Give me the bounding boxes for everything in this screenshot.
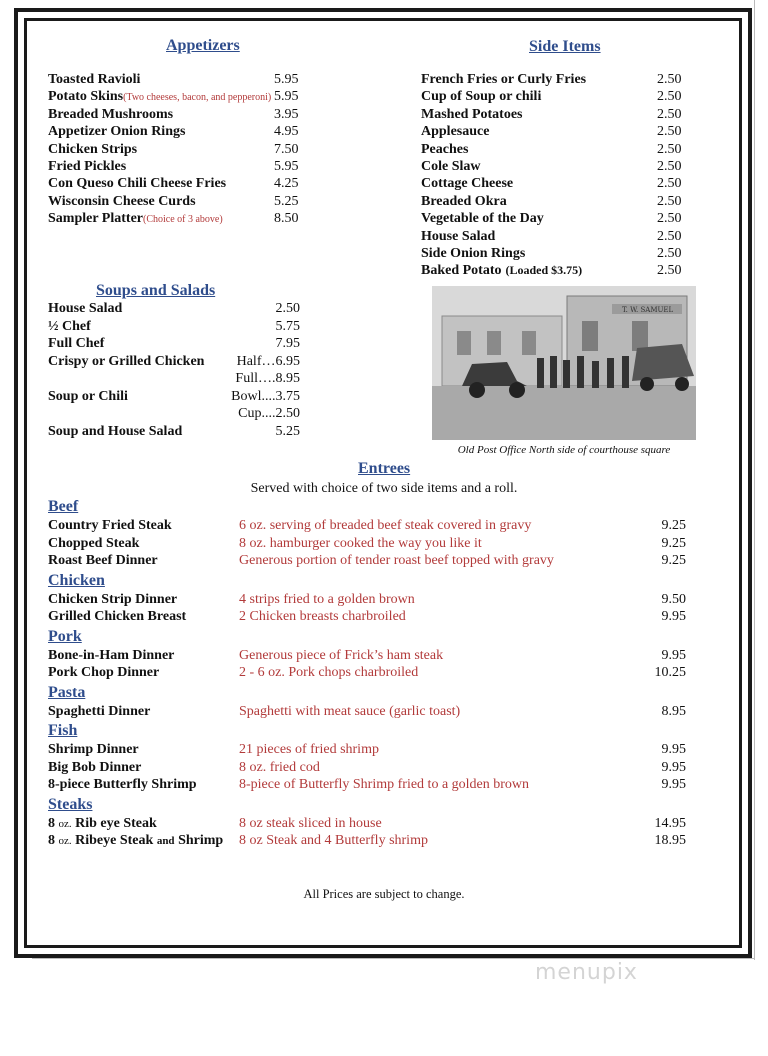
menu-item-name bbox=[48, 88, 271, 106]
side-item-label: Applesauce bbox=[421, 124, 490, 140]
side-item-note: (Loaded $3.75) bbox=[505, 263, 583, 278]
entree-description: 21 pieces of fried shrimp bbox=[239, 742, 379, 757]
menu-item-label: Breaded Mushrooms bbox=[48, 106, 174, 122]
menu-item-note: (Choice of 3 above) bbox=[143, 214, 223, 226]
entree-name bbox=[48, 776, 197, 793]
entree-name bbox=[48, 591, 177, 608]
side-item-label: Mashed Potatoes bbox=[421, 106, 523, 122]
side-item-price: 2.50 bbox=[657, 246, 682, 261]
entree-description: 2 - 6 oz. Pork chops charbroiled bbox=[239, 665, 419, 680]
side-item-name bbox=[421, 193, 507, 210]
side-item-name bbox=[421, 210, 544, 227]
soup-salad-price: 5.75 bbox=[275, 318, 300, 334]
entree-price: 9.95 bbox=[661, 647, 686, 663]
entree-name bbox=[48, 552, 158, 569]
entree-name-connector: and bbox=[156, 835, 175, 847]
price-disclaimer: All Prices are subject to change. bbox=[303, 887, 465, 901]
historic-photo bbox=[432, 286, 696, 440]
menu-item-name bbox=[48, 193, 196, 210]
entree-price: 10.25 bbox=[654, 665, 686, 680]
entree-category-heading: Pasta bbox=[48, 683, 86, 701]
side-item-price: 2.50 bbox=[657, 176, 682, 192]
scan-edge-right bbox=[754, 0, 755, 960]
entree-price: 8.95 bbox=[661, 703, 686, 719]
menu-item-price: 5.25 bbox=[274, 193, 299, 209]
entree-name-label: Grilled Chicken Breast bbox=[48, 609, 187, 624]
entree-name-label: 8-piece Butterfly Shrimp bbox=[48, 777, 197, 792]
historic-photo-drawing bbox=[432, 286, 696, 440]
menu-item-label: Toasted Ravioli bbox=[48, 72, 141, 87]
entree-price: 9.95 bbox=[661, 742, 686, 757]
menu-item-label: Wisconsin Cheese Curds bbox=[48, 193, 196, 209]
entree-price: 9.25 bbox=[661, 535, 686, 551]
side-item-name bbox=[421, 228, 495, 245]
side-item-label: Cottage Cheese bbox=[421, 176, 514, 192]
entree-category-heading: Chicken bbox=[48, 571, 105, 589]
soup-salad-price: Bowl....3.75 bbox=[231, 388, 300, 404]
soup-salad-name: ½ Chef bbox=[48, 318, 91, 334]
menu-item-name bbox=[48, 106, 173, 123]
menu-item-price: 8.50 bbox=[274, 211, 299, 227]
entree-name bbox=[48, 535, 139, 552]
entree-price: 9.25 bbox=[661, 553, 686, 568]
side-item-name bbox=[421, 245, 525, 262]
soup-salad-name: Crispy or Grilled Chicken bbox=[48, 353, 205, 369]
entree-name-label: Bone-in-Ham Dinner bbox=[48, 647, 175, 663]
entree-description: Generous piece of Frick’s ham steak bbox=[239, 647, 444, 663]
entree-name-label: Ribeye Steak bbox=[75, 833, 154, 848]
entree-name bbox=[48, 517, 172, 534]
side-item-name bbox=[421, 88, 541, 105]
soup-salad-name: Full Chef bbox=[48, 336, 105, 351]
menu-item-name bbox=[48, 158, 126, 175]
entree-name-label: Pork Chop Dinner bbox=[48, 665, 160, 680]
entree-description: Generous portion of tender roast beef topped with gravy bbox=[239, 553, 554, 568]
menu-item-label: Sampler Platter bbox=[48, 211, 143, 227]
menu-item-price: 3.95 bbox=[274, 106, 299, 122]
side-item-label: Cup of Soup or chili bbox=[421, 89, 542, 105]
side-item-label: Side Onion Rings bbox=[421, 246, 526, 261]
entree-price: 9.25 bbox=[661, 518, 686, 533]
menu-item-price: 7.50 bbox=[274, 141, 299, 157]
entree-description: 4 strips fried to a golden brown bbox=[239, 591, 415, 607]
side-item-name bbox=[421, 123, 489, 140]
soup-salad-name: Soup or Chili bbox=[48, 388, 128, 404]
soup-salad-price: Cup....2.50 bbox=[238, 406, 300, 421]
entree-category-heading: Fish bbox=[48, 722, 78, 739]
side-item-name bbox=[421, 106, 523, 123]
entree-name bbox=[48, 608, 186, 625]
entree-description: 6 oz. serving of breaded beef steak covered in gravy bbox=[239, 518, 532, 533]
entree-name-prefix: 8 bbox=[48, 833, 55, 848]
side-item-label: Breaded Okra bbox=[421, 193, 507, 209]
entree-description: 8-piece of Butterfly Shrimp fried to a golden brown bbox=[239, 777, 530, 792]
side-item-label: French Fries or Curly Fries bbox=[421, 72, 587, 87]
entree-description: Spaghetti with meat sauce (garlic toast) bbox=[239, 703, 461, 719]
soup-salad-name: Soup and House Salad bbox=[48, 423, 183, 439]
side-item-name bbox=[421, 71, 586, 88]
entree-name-label: Chopped Steak bbox=[48, 535, 140, 551]
menu-item-label: Con Queso Chili Cheese Fries bbox=[48, 176, 227, 192]
side-item-label: Vegetable of the Day bbox=[421, 211, 544, 227]
entree-name-label: Shrimp Dinner bbox=[48, 742, 139, 757]
menu-item-name bbox=[48, 175, 226, 192]
entree-name-label: Country Fried Steak bbox=[48, 518, 172, 533]
entree-price: 9.95 bbox=[661, 759, 686, 775]
side-item-price: 2.50 bbox=[657, 228, 682, 244]
menu-item-name bbox=[48, 210, 223, 228]
entree-name-label: Spaghetti Dinner bbox=[48, 703, 151, 719]
menu-item-price: 4.25 bbox=[274, 176, 299, 192]
entree-name-label: Rib eye Steak bbox=[75, 815, 157, 831]
entree-category-heading: Beef bbox=[48, 498, 79, 515]
entree-price: 9.50 bbox=[661, 591, 686, 607]
entrees-heading: Entrees bbox=[358, 460, 411, 477]
entree-description: 8 oz. fried cod bbox=[239, 759, 320, 775]
entree-description: 8 oz steak sliced in house bbox=[239, 815, 382, 831]
photo-caption: Old Post Office North side of courthouse square bbox=[457, 444, 671, 456]
side-item-price: 2.50 bbox=[657, 89, 682, 105]
side-item-label: House Salad bbox=[421, 228, 496, 244]
entrees-subtitle: Served with choice of two side items and a roll. bbox=[250, 481, 518, 496]
menu-item-label: Appetizer Onion Rings bbox=[48, 124, 186, 140]
side-item-name bbox=[421, 141, 468, 158]
side-items-heading: Side Items bbox=[529, 38, 601, 55]
entree-price: 9.95 bbox=[661, 609, 686, 624]
entree-name bbox=[48, 832, 223, 850]
side-item-label: Baked Potato bbox=[421, 263, 502, 279]
menu-item-name bbox=[48, 123, 185, 140]
entree-name bbox=[48, 741, 139, 758]
entree-name bbox=[48, 647, 174, 664]
side-item-price: 2.50 bbox=[657, 72, 682, 87]
side-item-price: 2.50 bbox=[657, 141, 682, 157]
soup-salad-name: House Salad bbox=[48, 301, 123, 316]
entree-category-heading: Pork bbox=[48, 627, 82, 645]
side-item-label: Peaches bbox=[421, 141, 469, 157]
entree-category-heading: Steaks bbox=[48, 795, 93, 813]
menu-item-price: 5.95 bbox=[274, 159, 299, 174]
entree-name-unit: oz. bbox=[58, 835, 72, 847]
entree-name bbox=[48, 703, 150, 720]
entree-name bbox=[48, 815, 157, 833]
soup-salad-price: 5.25 bbox=[275, 423, 300, 439]
menu-item-label: Potato Skins bbox=[48, 89, 124, 105]
menu-item-name bbox=[48, 141, 137, 158]
photo-sign-text: T. W. SAMUEL bbox=[622, 306, 674, 314]
entree-price: 9.95 bbox=[661, 777, 686, 792]
soup-salad-price: Half…6.95 bbox=[236, 353, 300, 369]
entree-description: 8 oz Steak and 4 Butterfly shrimp bbox=[239, 833, 428, 848]
entree-name bbox=[48, 759, 141, 776]
side-item-price: 2.50 bbox=[657, 263, 682, 279]
entree-description: 8 oz. hamburger cooked the way you like it bbox=[239, 535, 482, 551]
menu-item-label: Chicken Strips bbox=[48, 141, 138, 157]
scan-edge bbox=[32, 958, 754, 959]
side-item-price: 2.50 bbox=[657, 124, 682, 140]
side-item-name bbox=[421, 175, 513, 192]
entree-name-prefix: 8 bbox=[48, 815, 55, 831]
appetizers-heading: Appetizers bbox=[166, 37, 240, 54]
watermark-logo: menupix bbox=[535, 960, 638, 985]
menu-item-price: 5.95 bbox=[274, 89, 299, 105]
entree-name bbox=[48, 664, 159, 681]
side-item-label: Cole Slaw bbox=[421, 159, 481, 174]
side-item-price: 2.50 bbox=[657, 159, 682, 174]
entree-price: 14.95 bbox=[654, 815, 686, 831]
soups-salads-heading: Soups and Salads bbox=[96, 282, 216, 299]
soup-salad-price: Full….8.95 bbox=[235, 371, 300, 386]
soup-salad-price: 2.50 bbox=[275, 301, 300, 316]
entree-name-suffix: Shrimp bbox=[178, 833, 224, 848]
entree-name-label: Chicken Strip Dinner bbox=[48, 591, 178, 607]
side-item-price: 2.50 bbox=[657, 193, 682, 209]
menu-item-price: 5.95 bbox=[274, 72, 299, 87]
side-item-price: 2.50 bbox=[657, 106, 682, 122]
menu-item-note: (Two cheeses, bacon, and pepperoni) bbox=[123, 92, 272, 104]
side-item-name bbox=[421, 158, 481, 175]
menu-item-name bbox=[48, 71, 140, 88]
soup-salad-price: 7.95 bbox=[275, 336, 300, 351]
entree-name-label: Big Bob Dinner bbox=[48, 759, 142, 775]
entree-name-unit: oz. bbox=[58, 817, 72, 830]
menu-item-label: Fried Pickles bbox=[48, 159, 127, 174]
entree-description: 2 Chicken breasts charbroiled bbox=[239, 609, 406, 624]
entree-name-label: Roast Beef Dinner bbox=[48, 553, 158, 568]
side-item-price: 2.50 bbox=[657, 211, 682, 227]
side-item-name bbox=[421, 262, 582, 279]
entree-price: 18.95 bbox=[654, 833, 686, 848]
menu-item-price: 4.95 bbox=[274, 124, 299, 140]
